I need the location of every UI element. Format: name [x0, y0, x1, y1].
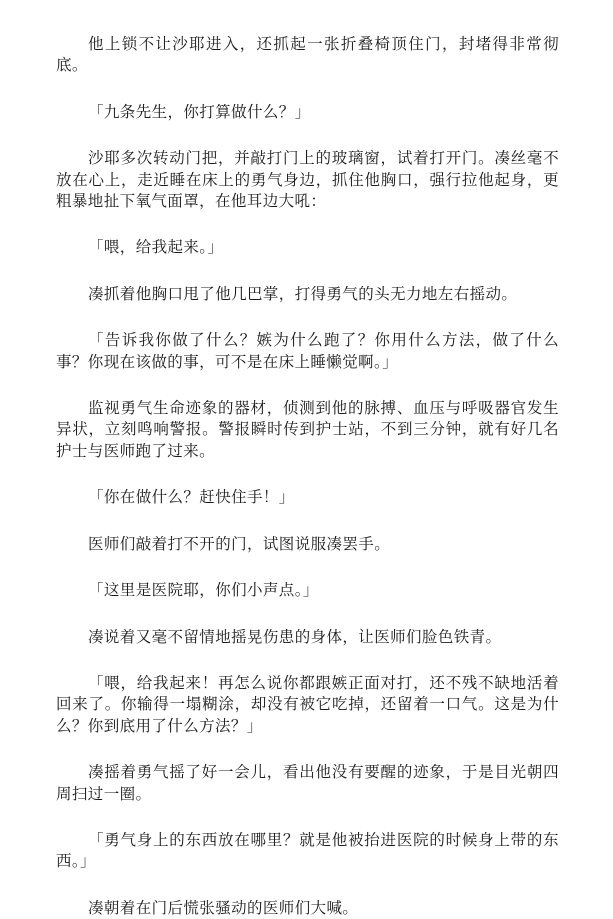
paragraph-12: 「喂，给我起来！再怎么说你都跟嫉正面对打，还不残不缺地活着回来了。你输得一塌糊涂，却没有被它吃掉，还留着一口气。这是为什么？你到底用了什么方法？」 — [56, 673, 559, 735]
paragraph-2: 「九条先生，你打算做什么？」 — [88, 102, 311, 121]
paragraph-3: 沙耶多次转动门把，并敲打门上的玻璃窗，试着打开门。凑丝毫不放在心上，走近睡在床上的勇气身边，抓住他胸口，强行拉他起身，更粗暴地扯下氧气面罩，在他耳边大吼： — [56, 149, 559, 211]
paragraph-5: 凑抓着他胸口甩了他几巴掌，打得勇气的头无力地左右摇动。 — [88, 284, 518, 303]
paragraph-1: 他上锁不让沙耶进入，还抓起一张折叠椅顶住门，封堵得非常彻底。 — [56, 35, 559, 75]
paragraph-6: 「告诉我你做了什么？嫉为什么跑了？你用什么方法，做了什么事？你现在该做的事，可不是在床上睡懒觉啊。」 — [56, 331, 559, 371]
paragraph-13: 凑摇着勇气摇了好一会儿，看出他没有要醒的迹象，于是目光朝四周扫过一圈。 — [56, 763, 559, 803]
paragraph-7: 监视勇气生命迹象的器材，侦测到他的脉搏、血压与呼吸器官发生异状，立刻鸣响警报。警报瞬时传到护士站，不到三分钟，就有好几名护士与医师跑了过来。 — [56, 399, 559, 460]
paragraph-8: 「你在做什么？赶快住手！」 — [88, 488, 295, 507]
paragraph-4: 「喂，给我起来。」 — [88, 238, 224, 257]
paragraph-14: 「勇气身上的东西放在哪里？就是他被抬进医院的时候身上带的东西。」 — [56, 830, 559, 871]
paragraph-9: 医师们敲着打不开的门，试图说服凑罢手。 — [88, 534, 391, 553]
paragraph-11: 凑说着又毫不留情地摇晃伤患的身体，让医师们脸色铁青。 — [88, 627, 502, 646]
paragraph-10: 「这里是医院耶，你们小声点。」 — [88, 581, 319, 600]
paragraph-15: 凑朝着在门后慌张骚动的医师们大喊。 — [88, 898, 359, 917]
